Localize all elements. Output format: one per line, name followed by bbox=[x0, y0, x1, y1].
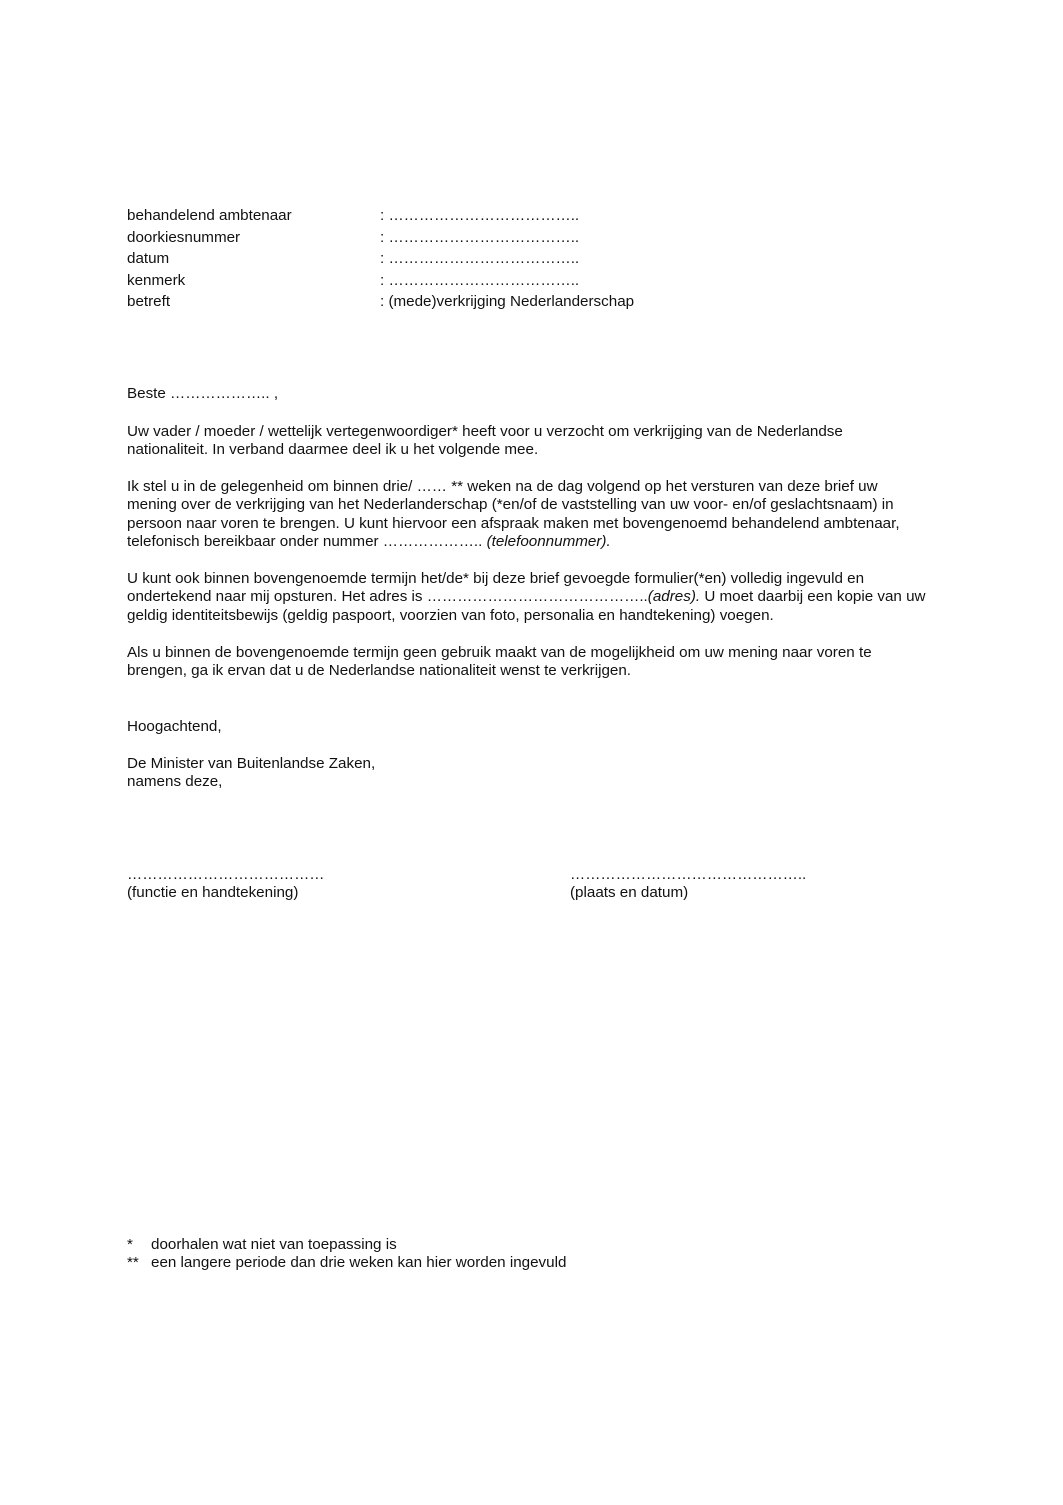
sender-line-1: De Minister van Buitenlandse Zaken, bbox=[127, 755, 376, 772]
paragraph-3 bbox=[127, 570, 927, 625]
paragraph-2-italic: (telefoonnummer). bbox=[486, 532, 611, 550]
footnote-mark: * bbox=[127, 1236, 133, 1253]
paragraph-3-part-b: U moet daarbij een kopie van uw geldig identiteitsbewijs (geldig paspoort, voorzien van foto, personalia en handtekening) voegen. bbox=[127, 588, 926, 624]
header-field-label: doorkiesnummer bbox=[127, 228, 241, 246]
sender bbox=[127, 755, 927, 792]
paragraph-4-text: Als u binnen de bovengenoemde termijn geen gebruik maakt van de mogelijkheid om uw mening naar voren te brengen, ga ik ervan dat u de Nederlandse nationaliteit wenst te verkrijgen. bbox=[127, 644, 872, 680]
closing-text: Hoogachtend, bbox=[127, 718, 222, 735]
header-field-value: : ……………………………….. bbox=[380, 207, 580, 224]
paragraph-1 bbox=[127, 423, 927, 460]
header-field-value: : ……………………………….. bbox=[380, 250, 580, 267]
footnote-text: een langere periode dan drie weken kan hier worden ingevuld bbox=[151, 1254, 567, 1271]
header-field-label: behandelend ambtenaar bbox=[127, 207, 292, 224]
place-date-right bbox=[570, 866, 806, 902]
signature-left bbox=[127, 866, 324, 902]
paragraph-4 bbox=[127, 644, 927, 681]
salutation bbox=[127, 385, 927, 403]
salutation-text: Beste ……………….. , bbox=[127, 385, 279, 402]
footnote-1 bbox=[127, 1236, 397, 1254]
footnote-mark: ** bbox=[127, 1254, 139, 1271]
header-field-value: : ……………………………….. bbox=[380, 271, 580, 289]
paragraph-2 bbox=[127, 478, 927, 551]
place-date-dots: ……………………………………….. bbox=[570, 866, 807, 883]
place-date-label: (plaats en datum) bbox=[570, 884, 689, 901]
signature-dots: ………………………………… bbox=[127, 866, 325, 883]
paragraph-2-main: Ik stel u in de gelegenheid om binnen drie/ …… ** weken na de dag volgend op het versturen van deze brief uw mening over de verkrijging van het Nederlanderschap (*en/of de vaststelling van uw voor- en/of geslachtsnaam) in persoon naar voren te brengen. U kunt hiervoor een afspraak maken met bovengenoemd behandelend ambtenaar, telefonisch bereikbaar onder nummer ……………….. bbox=[127, 478, 900, 550]
sender-line-2: namens deze, bbox=[127, 773, 223, 791]
footnote-text: doorhalen wat niet van toepassing is bbox=[151, 1236, 397, 1253]
paragraph-1-text: Uw vader / moeder / wettelijk vertegenwoordiger* heeft voor u verzocht om verkrijging van de Nederlandse nationaliteit. In verband daarmee deel ik u het volgende mee. bbox=[127, 423, 843, 459]
paragraph-3-text bbox=[127, 570, 927, 625]
paragraph-2-text bbox=[127, 478, 927, 551]
header-field-value: : ……………………………….. bbox=[380, 228, 580, 246]
header-field-value: : (mede)verkrijging Nederlanderschap bbox=[380, 293, 635, 310]
signature-label: (functie en handtekening) bbox=[127, 884, 299, 901]
paragraph-3-part-a: U kunt ook binnen bovengenoemde termijn het/de* bij deze brief gevoegde formulier(*en) volledig ingevuld en ondertekend naar mij opsturen. Het adres is …………………………………….. bbox=[127, 570, 865, 606]
paragraph-3-italic: (adres). bbox=[647, 588, 701, 606]
header-field-label: datum bbox=[127, 250, 170, 267]
closing bbox=[127, 718, 927, 736]
footnote-2 bbox=[127, 1254, 566, 1272]
header-field-label: kenmerk bbox=[127, 271, 186, 289]
header-field-label: betreft bbox=[127, 293, 171, 310]
